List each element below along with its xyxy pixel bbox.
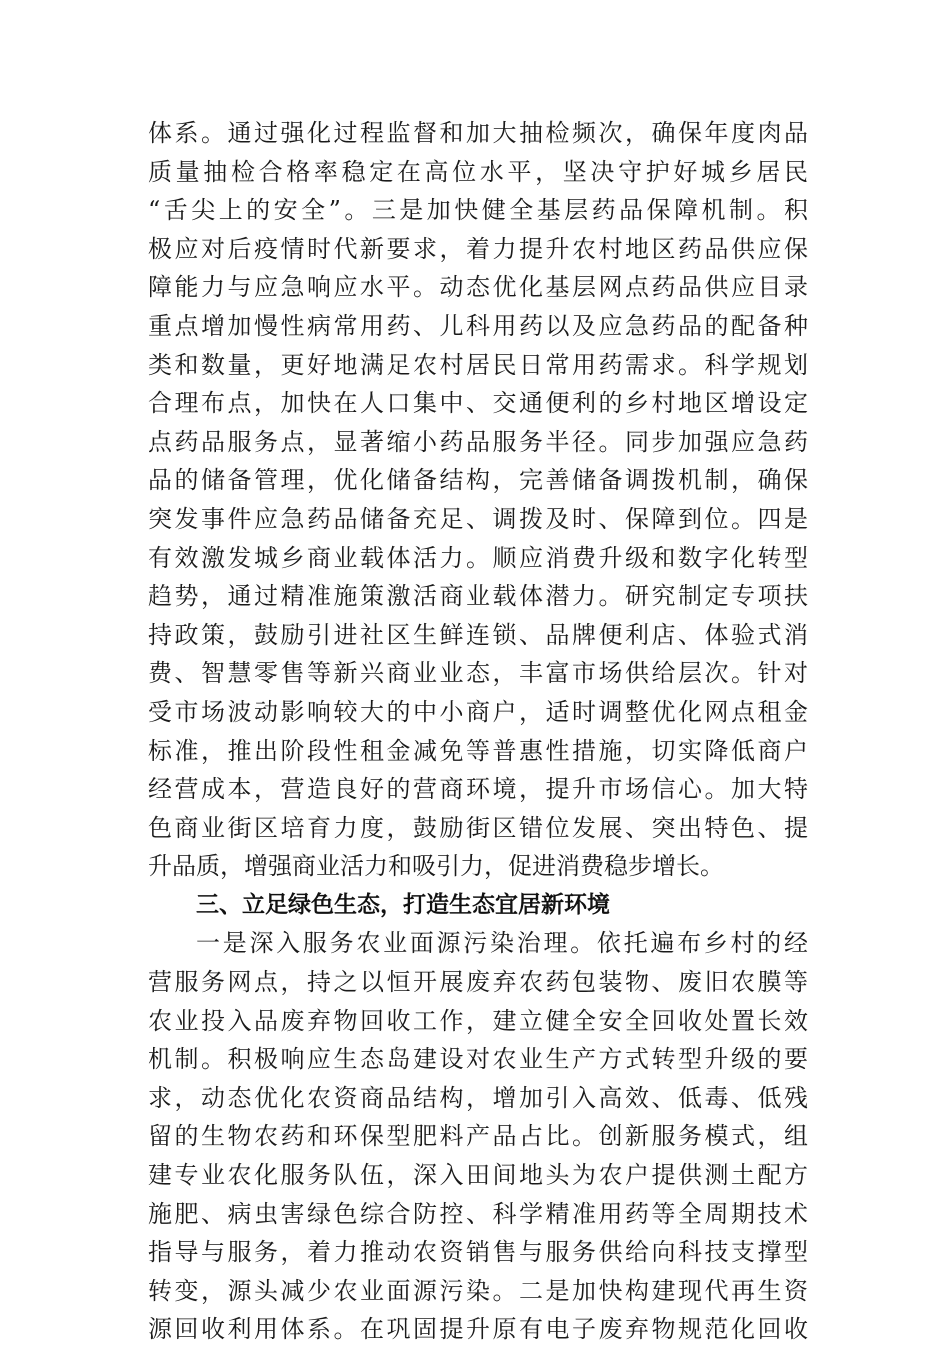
section-heading: 三、立足绿色生态，打造生态宜居新环境	[196, 891, 610, 918]
document-body	[148, 114, 808, 1349]
text-line: 建专业农化服务队伍，深入田间地头为农户提供测土配方	[148, 1161, 808, 1190]
text-line: 质量抽检合格率稳定在高位水平，坚决守护好城乡居民	[148, 157, 808, 186]
text-line: 一是深入服务农业面源污染治理。依托遍布乡村的经	[196, 929, 808, 958]
text-line: 点药品服务点，显著缩小药品服务半径。同步加强应急药	[148, 427, 808, 456]
text-line: 机制。积极响应生态岛建设对农业生产方式转型升级的要	[148, 1045, 808, 1074]
text-line: 障能力与应急响应水平。动态优化基层网点药品供应目录	[148, 273, 808, 302]
text-line: 指导与服务，着力推动农资销售与服务供给向科技支撑型	[148, 1238, 808, 1267]
text-line: 品的储备管理，优化储备结构，完善储备调拨机制，确保	[148, 466, 808, 495]
paragraph-2	[148, 924, 808, 1349]
text-line: 农业投入品废弃物回收工作，建立健全安全回收处置长效	[148, 1006, 808, 1035]
text-line: 体系。通过强化过程监督和加大抽检频次，确保年度肉品	[148, 119, 808, 147]
text-line: 留的生物农药和环保型肥料产品占比。创新服务模式，组	[148, 1122, 808, 1151]
text-line: 合理布点，加快在人口集中、交通便利的乡村地区增设定	[148, 389, 808, 418]
text-line: 源回收利用体系。在巩固提升原有电子废弃物规范化回收	[148, 1315, 808, 1344]
paragraph-1	[148, 114, 808, 886]
text-line: 标准，推出阶段性租金减免等普惠性措施，切实降低商户	[148, 736, 808, 765]
text-line: 持政策，鼓励引进社区生鲜连锁、品牌便利店、体验式消	[148, 620, 808, 649]
text-line: 经营成本，营造良好的营商环境，提升市场信心。加大特	[148, 775, 808, 804]
text-line: 受市场波动影响较大的中小商户，适时调整优化网点租金	[148, 697, 808, 726]
text-line: 极应对后疫情时代新要求，着力提升农村地区药品供应保	[148, 234, 808, 263]
text-line: 转变，源头减少农业面源污染。二是加快构建现代再生资	[148, 1276, 808, 1305]
text-line: 趋势，通过精准施策激活商业载体潜力。研究制定专项扶	[148, 582, 808, 611]
text-line: 色商业街区培育力度，鼓励街区错位发展、突出特色、提	[148, 813, 808, 842]
text-line: 营服务网点，持之以恒开展废弃农药包装物、废旧农膜等	[148, 968, 808, 997]
text-line: 有效激发城乡商业载体活力。顺应消费升级和数字化转型	[148, 543, 808, 572]
text-line: 费、智慧零售等新兴商业业态，丰富市场供给层次。针对	[148, 659, 808, 688]
text-line: 重点增加慢性病常用药、儿科用药以及应急药品的配备种	[148, 311, 808, 340]
text-line: “舌尖上的安全”。三是加快健全基层药品保障机制。积	[148, 196, 808, 225]
text-line: 施肥、病虫害绿色综合防控、科学精准用药等全周期技术	[148, 1199, 808, 1228]
text-line: 升品质，增强商业活力和吸引力，促进消费稳步增长。	[148, 852, 724, 881]
text-line: 类和数量，更好地满足农村居民日常用药需求。科学规划	[148, 350, 808, 379]
text-line: 突发事件应急药品储备充足、调拨及时、保障到位。四是	[148, 504, 808, 533]
text-line: 求，动态优化农资商品结构，增加引入高效、低毒、低残	[148, 1083, 808, 1112]
